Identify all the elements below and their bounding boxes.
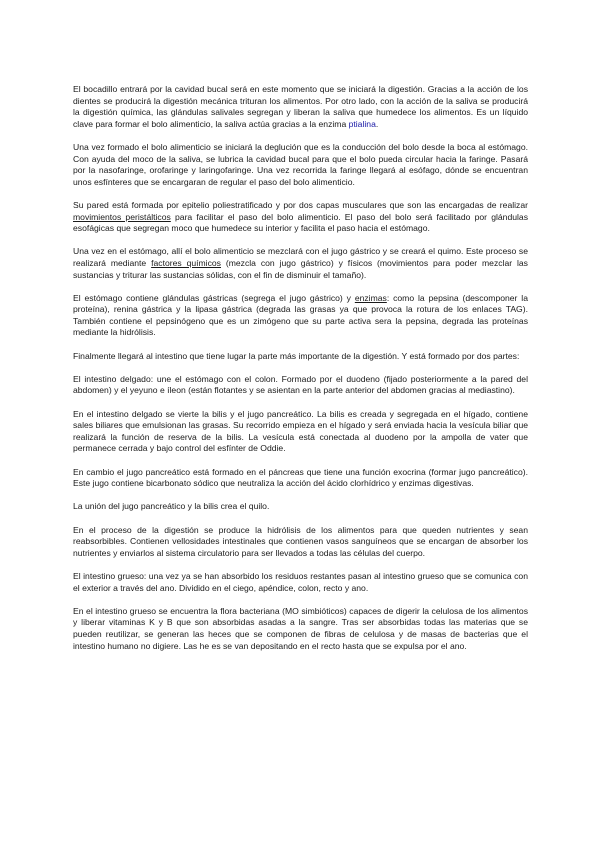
paragraph-text: : como la pepsina (descomponer la proteína), renina gástrica y la lipasa gástrica (degrada las grasas ya que provoca la rotura de los enlaces TAG). También contiene el pepsinógeno que es un zimógeno que su parte activa sera la pepsina, degrada las proteínas mediante la hidrólisis. — [73, 292, 528, 338]
paragraph-deglution: Una vez formado el bolo alimenticio se iniciará la deglución que es la conducción del bolo desde la boca al estómago. Con ayuda del moco de la saliva, se lubrica la cavidad bucal para que el bolo pueda circular hacia la faringe. Pasará por la nasofaringe, orofaringe y laringofaringe. Una vez recorrida la faringe llegará al esófago, dónde se encuentran unos esfínteres que se encargaran de regular el paso del bolo alimenticio. — [73, 141, 528, 187]
paragraph-gastric-glands — [73, 293, 528, 339]
paragraph-large-intestine: El intestino grueso: una vez ya se han absorbido los residuos restantes pasan al intestino grueso que se comunica con el exterior a través del ano. Dividido en el ciego, apéndice, colon, recto y ano. — [73, 570, 528, 593]
paragraph-chyle: La unión del jugo pancreático y la bilis crea el quilo. — [73, 501, 270, 512]
paragraph-hydrolysis: En el proceso de la digestión se produce la hidrólisis de los alimentos para que queden nutrientes y sean reabsorbibles. Contienen vellosidades intestinales que contienen vasos sanguíneos que se encargan de absorber los nutrientes y enviarlos al sistema circulatorio para ser llevados a todas las células del cuerpo. — [73, 524, 528, 558]
paragraph-bacterial-flora: En el intestino grueso se encuentra la flora bacteriana (MO simbióticos) capaces de digerir la celulosa de los alimentos y liberar vitaminas K y B que son absorbidas asadas a la sangre. Tras ser absorbidas todas las materias que se pueden reutilizar, se generan las heces que se componen de fibras de celulosa y de masas de bacterias que el intestino humano no digiere. Las he es se van depositando en el recto hasta que se expulsa por el ano. — [73, 605, 528, 651]
paragraph-mouth-digestion — [73, 84, 528, 130]
paragraph-text: (mezcla con jugo gástrico) y físicos (movimientos para poder mezclar las sustancias y triturar las sustancias sólidas, con el fin de disminuir el tamaño). — [73, 257, 528, 280]
paragraph-text: El bocadillo entrará por la cavidad bucal será en este momento que se iniciará la digestión. Gracias a la acción de los dientes se producirá la digestión mecánica trituran los alimentos. Por otro lado, con la acción de la saliva se producirá la digestión química, las glándulas salivales segregan y liberan la saliva que humedece los alimentos. Es un líquido clave para formar el bolo alimenticio, la saliva actúa gracias a la enzima — [73, 84, 528, 129]
ptialina-link[interactable]: ptialina — [348, 118, 376, 129]
paragraph-intestine-intro: Finalmente llegará al intestino que tiene lugar la parte más importante de la digestión. Y está formado por dos partes: — [73, 350, 520, 361]
peristaltic-movements-term: movimientos peristálticos — [73, 211, 171, 222]
chemical-factors-term: factores químicos — [151, 257, 221, 268]
paragraph-esophagus-wall — [73, 200, 528, 235]
paragraph-text: para facilitar el paso del bolo alimenticio. El paso del bolo será facilitado por glándulas esofágicas que segregan moco que humedece su interior y facilita el paso hacia el estómago. — [73, 211, 528, 234]
document-body — [73, 84, 528, 664]
paragraph-text: Su pared está formada por epitelio poliestratificado y por dos capas musculares que son las encargadas de realizar — [73, 199, 528, 210]
paragraph-bile: En el intestino delgado se vierte la bilis y el jugo pancreático. La bilis es creada y segregada en el hígado, contiene sales biliares que emulsionan las grasas. Su recorrido empieza en el hígado y será enviada hacia la vesícula biliar que realizará la función de reserva de la bilis. La vesícula está conectada al duodeno por la ampolla de vater que permanece cerrada y bajo control del esfínter de Oddie. — [73, 408, 528, 454]
enzymes-term: enzimas — [354, 292, 387, 303]
paragraph-stomach — [73, 246, 528, 281]
paragraph-text: . — [375, 118, 379, 129]
paragraph-pancreatic-juice: En cambio el jugo pancreático está formado en el páncreas que tiene una función exocrina (formar jugo pancreático). Este jugo contiene bicarbonato sódico que neutraliza la acción del ácido clorhídrico y enzimas digestivas. — [73, 466, 528, 489]
paragraph-small-intestine: El intestino delgado: une el estómago con el colon. Formado por el duodeno (fijado posteriormente a la pared del abdomen) y el yeyuno e íleon (están flotantes y se asientan en la parte anterior del abdomen gracias al mediastino). — [73, 373, 528, 396]
paragraph-text: Una vez en el estómago, allí el bolo alimenticio se mezclará con el jugo gástrico y se creará el quimo. Este proceso se realizará mediante — [73, 246, 528, 268]
paragraph-text: El estómago contiene glándulas gástricas (segrega el jugo gástrico) y — [73, 292, 355, 303]
